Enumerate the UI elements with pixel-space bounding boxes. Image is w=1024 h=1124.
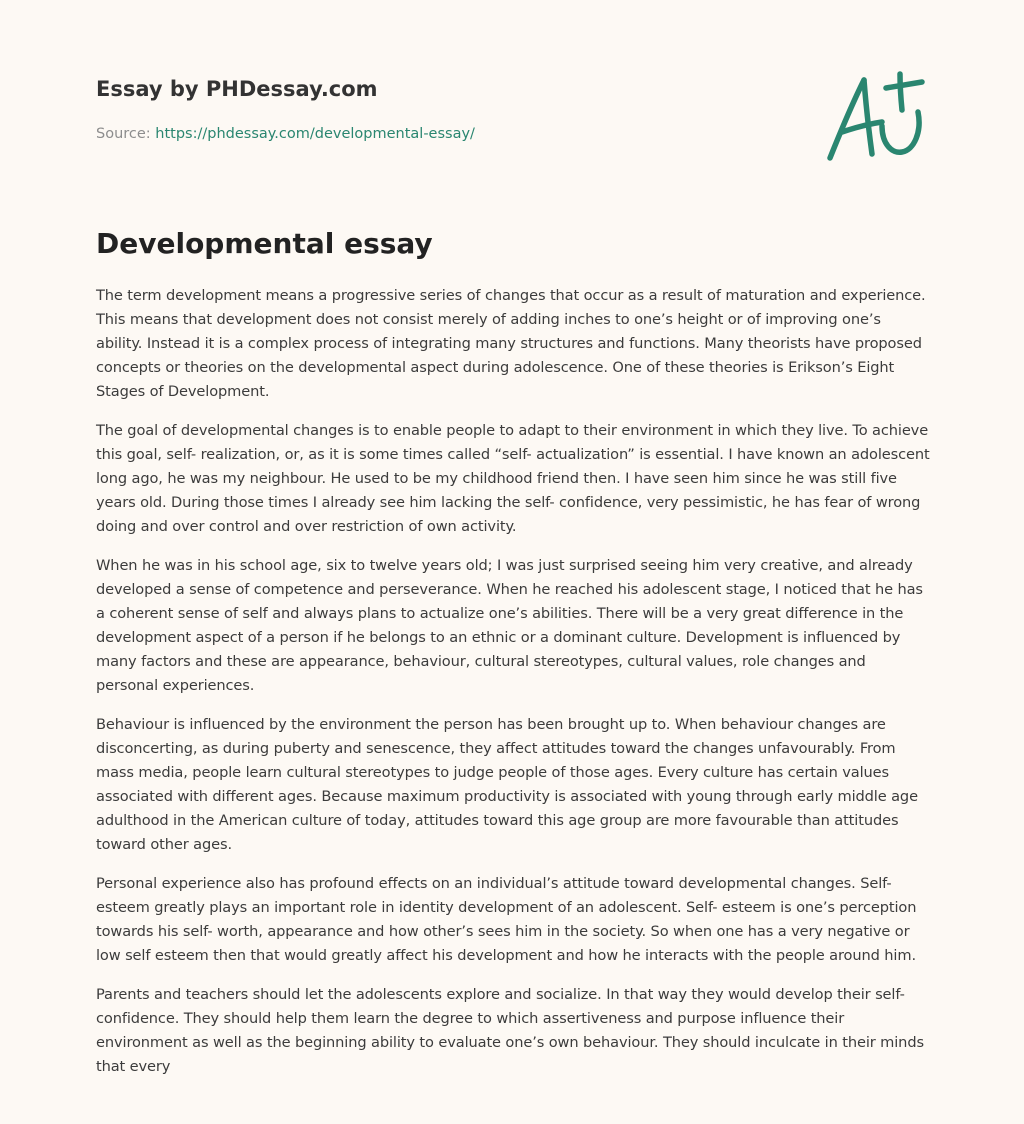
a-plus-logo-icon: [822, 66, 930, 166]
source-line: [96, 124, 796, 144]
essay-paragraph: When he was in his school age, six to twelve years old; I was just surprised seeing him very creative, and already developed a sense of competence and perseverance. When he reached his adolescent stage, I noticed that he has a coherent sense of self and always plans to actualize one’s abilities. There will be a very great difference in the development aspect of a person if he belongs to an ethnic or a dominant culture. Development is influenced by many factors and these are appearance, behaviour, cultural stereotypes, cultural values, role changes and personal experiences.: [96, 557, 923, 694]
source-link[interactable]: https://phdessay.com/developmental-essay/: [155, 126, 475, 142]
essay-paragraph: Parents and teachers should let the adolescents explore and socialize. In that way they would develop their self- confidence. They should help them learn the degree to which assertiveness and purpose influence their environment as well as the beginning ability to evaluate one’s own behaviour. They should inculcate in their minds that every: [96, 986, 924, 1075]
essay-paragraph: The goal of developmental changes is to enable people to adapt to their environment in which they live. To achieve this goal, self- realization, or, as it is some times called “self- actualization” is essential. I have known an adolescent long ago, he was my neighbour. He used to be my childhood friend then. I have seen him since he was still five years old. During those times I already see him lacking the self- confidence, very pessimistic, he has fear of wrong doing and over control and over restriction of own activity.: [96, 422, 930, 535]
source-label: Source:: [96, 126, 156, 142]
essay-body: [96, 284, 930, 1094]
essay-paragraph: Personal experience also has profound effects on an individual’s attitude toward developmental changes. Self- esteem greatly plays an important role in identity development of an adolescent. Self- esteem is one’s perception towards his self- worth, appearance and how other’s sees him in the society. So when one has a very negative or low self esteem then that would greatly affect his development and how he interacts with the people around him.: [96, 875, 917, 964]
essay-paragraph: Behaviour is influenced by the environment the person has been brought up to. When behaviour changes are disconcerting, as during puberty and senescence, they affect attitudes toward the changes unfavourably. From mass media, people learn cultural stereotypes to judge people of those ages. Every culture has certain values associated with different ages. Because maximum productivity is associated with young through early middle age adulthood in the American culture of today, attitudes toward this age group are more favourable than attitudes toward other ages.: [96, 716, 918, 853]
essay-title: Developmental essay: [96, 227, 433, 260]
essay-paragraph: The term development means a progressive series of changes that occur as a result of maturation and experience. This means that development does not consist merely of adding inches to one’s height or of improving one’s ability. Instead it is a complex process of integrating many structures and functions. Many theorists have proposed concepts or theories on the developmental aspect during adolescence. One of these theories is Erikson’s Eight Stages of Development.: [96, 287, 926, 400]
site-title: Essay by PHDessay.com: [96, 77, 378, 101]
page-header: [96, 74, 796, 144]
